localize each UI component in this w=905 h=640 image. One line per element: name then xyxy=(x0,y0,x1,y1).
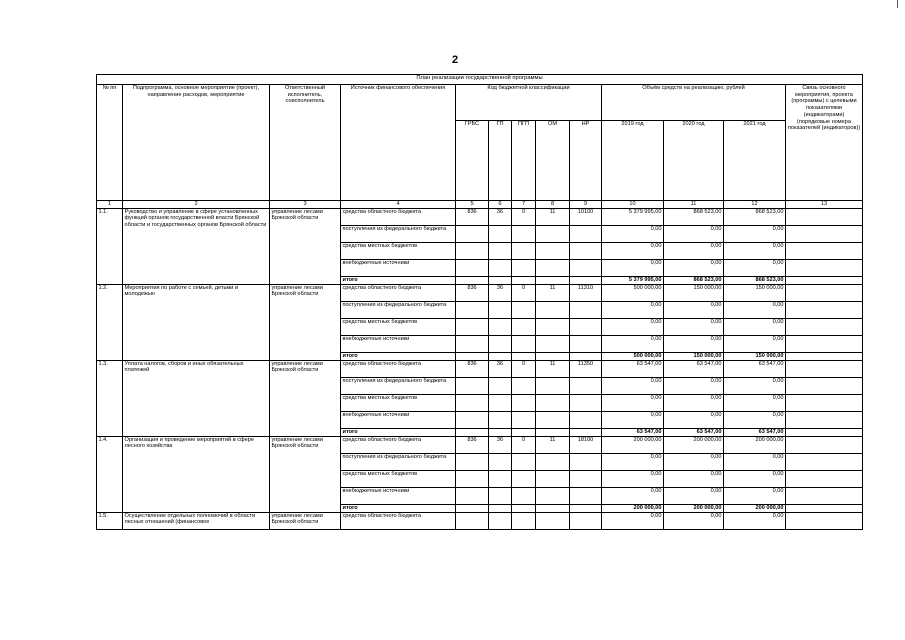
indicator-link xyxy=(786,428,863,436)
code-pgp xyxy=(512,428,536,436)
amount-2020: 0,00 xyxy=(664,259,724,276)
code-gp xyxy=(489,453,512,470)
code-om: 11 xyxy=(536,284,570,301)
amount-2019: 5 379 995,00 xyxy=(602,276,664,284)
item-executor: управление лесами Брянской области xyxy=(270,512,341,529)
table-row xyxy=(97,512,863,529)
column-number: 12 xyxy=(724,201,786,209)
item-number: 1.2. xyxy=(97,284,123,360)
code-pgp xyxy=(512,352,536,360)
code-nr xyxy=(570,453,602,470)
funding-source: внебюджетные источники xyxy=(341,487,456,504)
amount-2019: 0,00 xyxy=(602,453,664,470)
code-nr xyxy=(570,242,602,259)
column-number: 5 xyxy=(456,201,489,209)
indicator-link xyxy=(786,259,863,276)
amount-2021: 200 000,00 xyxy=(724,436,786,453)
table-row xyxy=(97,284,863,301)
header-pgp: ПГП xyxy=(512,121,536,201)
code-gp xyxy=(489,470,512,487)
code-om: 11 xyxy=(536,360,570,377)
code-nr xyxy=(570,301,602,318)
item-executor: управление лесами Брянской области xyxy=(270,208,341,284)
code-om xyxy=(536,225,570,242)
item-executor: управление лесами Брянской области xyxy=(270,436,341,512)
item-executor: управление лесами Брянской области xyxy=(270,284,341,360)
indicator-link xyxy=(786,453,863,470)
indicator-link xyxy=(786,352,863,360)
code-om: 11 xyxy=(536,436,570,453)
indicator-link xyxy=(786,318,863,335)
funding-source: итого xyxy=(341,352,456,360)
code-grbs xyxy=(456,335,489,352)
code-grbs xyxy=(456,276,489,284)
code-pgp xyxy=(512,453,536,470)
item-number: 1.4. xyxy=(97,436,123,512)
code-nr xyxy=(570,259,602,276)
code-gp xyxy=(489,259,512,276)
code-nr xyxy=(570,276,602,284)
code-pgp xyxy=(512,276,536,284)
code-gp xyxy=(489,242,512,259)
indicator-link xyxy=(786,487,863,504)
amount-2021: 0,00 xyxy=(724,470,786,487)
column-number: 10 xyxy=(602,201,664,209)
code-pgp xyxy=(512,394,536,411)
amount-2021: 0,00 xyxy=(724,318,786,335)
code-pgp: 0 xyxy=(512,208,536,225)
code-nr xyxy=(570,428,602,436)
amount-2019: 200 000,00 xyxy=(602,436,664,453)
amount-2019: 0,00 xyxy=(602,394,664,411)
amount-2020: 150 000,00 xyxy=(664,284,724,301)
code-om xyxy=(536,428,570,436)
amount-2019: 0,00 xyxy=(602,487,664,504)
column-number: 1 xyxy=(97,201,123,209)
amount-2019: 0,00 xyxy=(602,318,664,335)
amount-2020: 0,00 xyxy=(664,487,724,504)
indicator-link xyxy=(786,504,863,512)
code-nr xyxy=(570,411,602,428)
header-executor: Ответственный исполнитель, соисполнитель xyxy=(270,85,341,201)
indicator-link xyxy=(786,208,863,225)
code-gp: 36 xyxy=(489,436,512,453)
indicator-link xyxy=(786,411,863,428)
code-nr: 11310 xyxy=(570,284,602,301)
amount-2020: 0,00 xyxy=(664,242,724,259)
amount-2020: 0,00 xyxy=(664,453,724,470)
amount-2020: 0,00 xyxy=(664,512,724,529)
column-number: 7 xyxy=(512,201,536,209)
funding-source: средства областного бюджета xyxy=(341,208,456,225)
amount-2019: 0,00 xyxy=(602,377,664,394)
funding-source: средства областного бюджета xyxy=(341,284,456,301)
code-om: 11 xyxy=(536,208,570,225)
item-name: Осуществление отдельных полномочий в области лесных отношений (финансовое xyxy=(123,512,270,529)
header-2019: 2019 год xyxy=(602,121,664,201)
code-pgp xyxy=(512,259,536,276)
code-om xyxy=(536,411,570,428)
amount-2021: 0,00 xyxy=(724,242,786,259)
amount-2019: 0,00 xyxy=(602,242,664,259)
code-gp: 36 xyxy=(489,284,512,301)
funding-source: средства местных бюджетов xyxy=(341,470,456,487)
code-om xyxy=(536,318,570,335)
item-name: Мероприятия по работе с семьей, детьми и молодежью xyxy=(123,284,270,360)
code-grbs xyxy=(456,394,489,411)
code-nr: 11350 xyxy=(570,360,602,377)
code-grbs: 836 xyxy=(456,284,489,301)
code-grbs xyxy=(456,504,489,512)
amount-2020: 0,00 xyxy=(664,225,724,242)
code-gp xyxy=(489,428,512,436)
amount-2019: 500 000,00 xyxy=(602,284,664,301)
column-number: 11 xyxy=(664,201,724,209)
code-pgp xyxy=(512,242,536,259)
code-grbs: 836 xyxy=(456,360,489,377)
amount-2021: 150 000,00 xyxy=(724,352,786,360)
code-om xyxy=(536,487,570,504)
code-om xyxy=(536,242,570,259)
code-grbs xyxy=(456,242,489,259)
code-nr xyxy=(570,487,602,504)
funding-source: поступления из федерального бюджета xyxy=(341,301,456,318)
code-gp: 36 xyxy=(489,208,512,225)
margin-mark xyxy=(897,0,898,8)
code-gp xyxy=(489,225,512,242)
code-om xyxy=(536,335,570,352)
indicator-link xyxy=(786,360,863,377)
indicator-link xyxy=(786,301,863,318)
table-row xyxy=(97,436,863,453)
amount-2020: 200 000,00 xyxy=(664,504,724,512)
amount-2020: 0,00 xyxy=(664,377,724,394)
code-om xyxy=(536,276,570,284)
amount-2019: 0,00 xyxy=(602,470,664,487)
amount-2021: 150 000,00 xyxy=(724,284,786,301)
header-grbs: ГРБС xyxy=(456,121,489,201)
code-gp: 36 xyxy=(489,360,512,377)
code-pgp xyxy=(512,377,536,394)
code-gp xyxy=(489,335,512,352)
amount-2021: 0,00 xyxy=(724,411,786,428)
amount-2019: 5 379 995,00 xyxy=(602,208,664,225)
amount-2021: 63 547,00 xyxy=(724,360,786,377)
item-number: 1.3. xyxy=(97,360,123,436)
amount-2020: 63 547,00 xyxy=(664,360,724,377)
table-title: План реализации государственной программы xyxy=(97,75,863,85)
code-gp xyxy=(489,487,512,504)
amount-2019: 200 000,00 xyxy=(602,504,664,512)
code-gp xyxy=(489,276,512,284)
code-grbs xyxy=(456,453,489,470)
code-gp xyxy=(489,301,512,318)
code-pgp xyxy=(512,225,536,242)
code-pgp xyxy=(512,470,536,487)
amount-2021: 868 523,00 xyxy=(724,208,786,225)
code-om xyxy=(536,259,570,276)
code-gp xyxy=(489,318,512,335)
indicator-link xyxy=(786,242,863,259)
code-grbs xyxy=(456,411,489,428)
code-gp xyxy=(489,411,512,428)
indicator-link xyxy=(786,436,863,453)
table-row xyxy=(97,208,863,225)
code-nr: 18100 xyxy=(570,436,602,453)
code-grbs xyxy=(456,428,489,436)
amount-2019: 0,00 xyxy=(602,225,664,242)
funding-source: внебюджетные источники xyxy=(341,259,456,276)
indicator-link xyxy=(786,394,863,411)
column-number: 9 xyxy=(570,201,602,209)
amount-2021: 0,00 xyxy=(724,487,786,504)
amount-2021: 0,00 xyxy=(724,453,786,470)
funding-source: поступления из федерального бюджета xyxy=(341,377,456,394)
amount-2019: 63 547,00 xyxy=(602,360,664,377)
indicator-link xyxy=(786,512,863,529)
item-number: 1.1. xyxy=(97,208,123,284)
code-grbs xyxy=(456,259,489,276)
amount-2019: 0,00 xyxy=(602,512,664,529)
funding-source: средства областного бюджета xyxy=(341,512,456,529)
code-om xyxy=(536,301,570,318)
code-nr xyxy=(570,504,602,512)
code-nr xyxy=(570,352,602,360)
funding-source: итого xyxy=(341,276,456,284)
code-nr xyxy=(570,512,602,529)
code-nr xyxy=(570,335,602,352)
amount-2019: 63 547,00 xyxy=(602,428,664,436)
code-nr xyxy=(570,318,602,335)
amount-2021: 200 000,00 xyxy=(724,504,786,512)
header-2021: 2021 год xyxy=(724,121,786,201)
funding-source: средства областного бюджета xyxy=(341,360,456,377)
code-om xyxy=(536,504,570,512)
code-om xyxy=(536,394,570,411)
code-grbs xyxy=(456,352,489,360)
code-pgp: 0 xyxy=(512,284,536,301)
amount-2019: 0,00 xyxy=(602,301,664,318)
funding-source: средства местных бюджетов xyxy=(341,394,456,411)
code-om xyxy=(536,512,570,529)
item-number: 1.5. xyxy=(97,512,123,529)
amount-2021: 0,00 xyxy=(724,335,786,352)
header-om: ОМ xyxy=(536,121,570,201)
code-gp xyxy=(489,504,512,512)
code-pgp xyxy=(512,504,536,512)
amount-2020: 0,00 xyxy=(664,411,724,428)
amount-2020: 150 000,00 xyxy=(664,352,724,360)
amount-2020: 0,00 xyxy=(664,301,724,318)
amount-2020: 868 523,00 xyxy=(664,208,724,225)
funding-source: средства местных бюджетов xyxy=(341,318,456,335)
amount-2020: 0,00 xyxy=(664,318,724,335)
amount-2021: 0,00 xyxy=(724,259,786,276)
indicator-link xyxy=(786,335,863,352)
code-grbs xyxy=(456,470,489,487)
header-code-group: Код бюджетной классификации xyxy=(456,85,602,121)
code-pgp xyxy=(512,512,536,529)
amount-2021: 63 547,00 xyxy=(724,428,786,436)
code-gp xyxy=(489,377,512,394)
column-number: 4 xyxy=(341,201,456,209)
amount-2020: 0,00 xyxy=(664,335,724,352)
code-pgp: 0 xyxy=(512,360,536,377)
code-nr: 10100 xyxy=(570,208,602,225)
code-grbs: 836 xyxy=(456,208,489,225)
amount-2019: 0,00 xyxy=(602,259,664,276)
indicator-link xyxy=(786,225,863,242)
code-om xyxy=(536,352,570,360)
code-grbs xyxy=(456,301,489,318)
amount-2021: 0,00 xyxy=(724,377,786,394)
code-nr xyxy=(570,470,602,487)
amount-2020: 200 000,00 xyxy=(664,436,724,453)
amount-2019: 0,00 xyxy=(602,411,664,428)
funding-source: средства областного бюджета xyxy=(341,436,456,453)
code-gp xyxy=(489,394,512,411)
amount-2019: 0,00 xyxy=(602,335,664,352)
indicator-link xyxy=(786,276,863,284)
funding-source: внебюджетные источники xyxy=(341,411,456,428)
code-om xyxy=(536,453,570,470)
code-nr xyxy=(570,394,602,411)
code-om xyxy=(536,377,570,394)
column-number: 8 xyxy=(536,201,570,209)
code-grbs xyxy=(456,512,489,529)
program-plan-table xyxy=(96,74,863,530)
page-number: 2 xyxy=(452,54,459,66)
item-name: Уплата налогов, сборов и иных обязательных платежей xyxy=(123,360,270,436)
header-volume-group: Объём средств на реализацию, рублей xyxy=(602,85,786,121)
code-om xyxy=(536,470,570,487)
header-source: Источник финансового обеспечения xyxy=(341,85,456,201)
item-name: Руководство и управление в сфере установленных функций органов государственной власти Брянской области и государственных органов Брянской области xyxy=(123,208,270,284)
amount-2020: 63 547,00 xyxy=(664,428,724,436)
code-pgp xyxy=(512,301,536,318)
funding-source: поступления из федерального бюджета xyxy=(341,225,456,242)
code-pgp xyxy=(512,335,536,352)
table-row xyxy=(97,360,863,377)
code-grbs: 836 xyxy=(456,436,489,453)
code-gp xyxy=(489,352,512,360)
funding-source: внебюджетные источники xyxy=(341,335,456,352)
header-name: Подпрограмма, основное мероприятие (проект), направление расходов, мероприятие xyxy=(123,85,270,201)
code-grbs xyxy=(456,318,489,335)
funding-source: поступления из федерального бюджета xyxy=(341,453,456,470)
header-nr: НР xyxy=(570,121,602,201)
code-nr xyxy=(570,225,602,242)
code-pgp xyxy=(512,487,536,504)
header-2020: 2020 год xyxy=(664,121,724,201)
column-number: 2 xyxy=(123,201,270,209)
amount-2020: 868 523,00 xyxy=(664,276,724,284)
item-name: Организация и проведение мероприятий в сфере лесного хозяйства xyxy=(123,436,270,512)
indicator-link xyxy=(786,284,863,301)
indicator-link xyxy=(786,377,863,394)
code-grbs xyxy=(456,225,489,242)
indicator-link xyxy=(786,470,863,487)
amount-2020: 0,00 xyxy=(664,394,724,411)
code-pgp xyxy=(512,411,536,428)
code-grbs xyxy=(456,487,489,504)
amount-2021: 0,00 xyxy=(724,225,786,242)
amount-2021: 0,00 xyxy=(724,512,786,529)
header-link: Связь основного мероприятия, проекта (программы) с целевыми показателями (индикаторами) (порядковые номера показателей (индикаторов)) xyxy=(786,85,863,201)
amount-2021: 868 523,00 xyxy=(724,276,786,284)
header-gp: ГП xyxy=(489,121,512,201)
code-nr xyxy=(570,377,602,394)
column-number: 13 xyxy=(786,201,863,209)
amount-2020: 0,00 xyxy=(664,470,724,487)
item-executor: управление лесами Брянской области xyxy=(270,360,341,436)
column-number: 6 xyxy=(489,201,512,209)
code-pgp: 0 xyxy=(512,436,536,453)
amount-2019: 500 000,00 xyxy=(602,352,664,360)
header-num: № пп xyxy=(97,85,123,201)
amount-2021: 0,00 xyxy=(724,301,786,318)
funding-source: средства местных бюджетов xyxy=(341,242,456,259)
code-pgp xyxy=(512,318,536,335)
column-number: 3 xyxy=(270,201,341,209)
funding-source: итого xyxy=(341,504,456,512)
funding-source: итого xyxy=(341,428,456,436)
amount-2021: 0,00 xyxy=(724,394,786,411)
code-gp xyxy=(489,512,512,529)
code-grbs xyxy=(456,377,489,394)
